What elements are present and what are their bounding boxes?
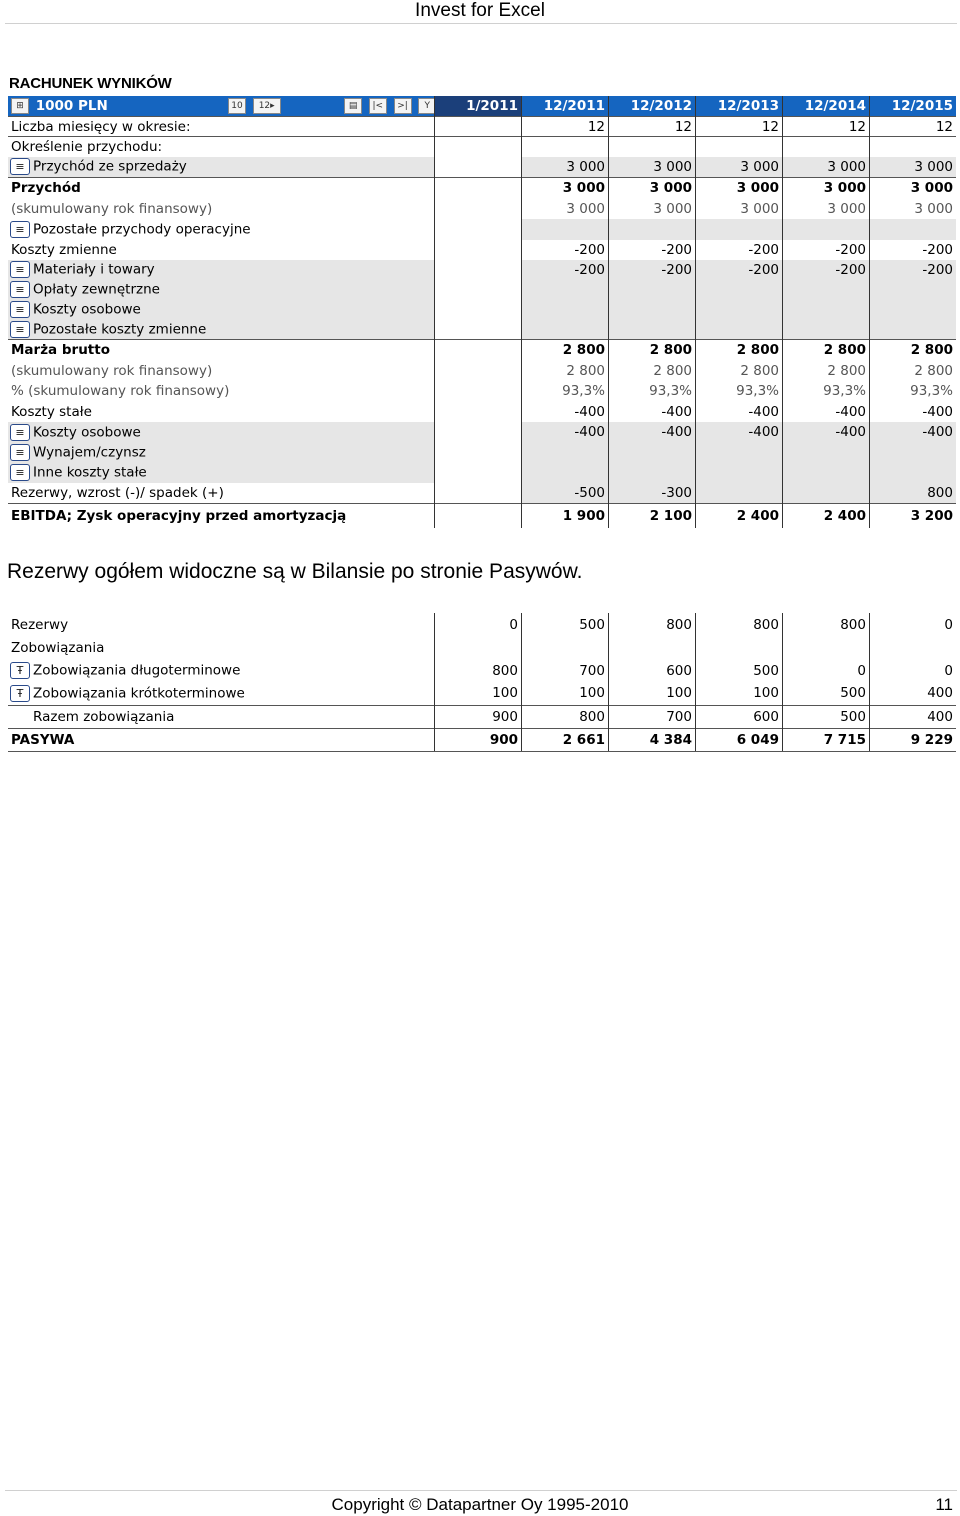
row-label (8, 682, 435, 705)
cell[interactable]: 800 (522, 705, 609, 728)
cell[interactable]: 2 100 (609, 504, 696, 528)
cell[interactable] (435, 422, 522, 443)
cell[interactable]: 3 000 (609, 178, 696, 199)
row-label (8, 157, 435, 178)
row-label (8, 463, 435, 483)
cell[interactable]: -400 (696, 402, 783, 422)
cell[interactable] (870, 320, 957, 340)
cell[interactable] (696, 320, 783, 340)
cell[interactable] (435, 157, 522, 178)
cell[interactable] (609, 636, 696, 659)
cell[interactable] (522, 443, 609, 463)
cell[interactable]: 0 (435, 613, 522, 636)
table-row (8, 117, 956, 137)
cell[interactable]: 4 384 (609, 728, 696, 751)
row-label-text: Pozostałe przychody operacyjne (33, 221, 251, 237)
cell[interactable]: 500 (783, 705, 870, 728)
row-label (8, 659, 435, 682)
cell[interactable]: 3 000 (522, 199, 609, 219)
cell[interactable]: -400 (522, 402, 609, 422)
cell[interactable] (609, 320, 696, 340)
income-header-row (8, 96, 956, 117)
cell[interactable]: -400 (870, 422, 957, 443)
cell[interactable]: -400 (609, 402, 696, 422)
cell[interactable] (435, 199, 522, 219)
row-menu-icon[interactable]: ≡ (10, 221, 30, 238)
cell[interactable]: 400 (870, 705, 957, 728)
income-header-label-cell (8, 96, 435, 117)
row-label-text: Zobowiązania długoterminowe (33, 662, 241, 679)
cell[interactable] (870, 300, 957, 320)
header-toolbar (228, 98, 435, 114)
cell[interactable]: 600 (696, 705, 783, 728)
table-row (8, 300, 956, 320)
cell[interactable] (522, 300, 609, 320)
cell[interactable]: 2 400 (783, 504, 870, 528)
period-header[interactable]: 12/2011 (522, 96, 609, 117)
cell[interactable] (870, 219, 957, 240)
row-menu-icon[interactable]: ≡ (10, 321, 30, 338)
cell[interactable] (696, 300, 783, 320)
row-label: % (skumulowany rok finansowy) (11, 383, 230, 399)
cell[interactable]: 800 (783, 613, 870, 636)
cell[interactable] (435, 240, 522, 260)
footer-divider (5, 1490, 957, 1491)
cell[interactable]: 500 (522, 613, 609, 636)
row-label: Koszty zmienne (11, 241, 117, 258)
cell[interactable]: -300 (609, 483, 696, 504)
table-row (8, 705, 956, 728)
cell[interactable]: 3 000 (696, 157, 783, 178)
row-label: Zobowiązania (11, 639, 105, 656)
cell[interactable]: 400 (870, 682, 957, 705)
cell[interactable]: 800 (609, 613, 696, 636)
period-icon[interactable]: 12▸ (253, 98, 281, 114)
row-label-text: Inne koszty stałe (33, 464, 147, 481)
cell[interactable] (783, 463, 870, 483)
cell[interactable]: 2 661 (522, 728, 609, 751)
caption-text: Rezerwy ogółem widoczne są w Bilansie po stronie Pasywów. (7, 560, 583, 583)
cell[interactable] (435, 504, 522, 528)
copyright-text: Copyright © Datapartner Oy 1995-2010 (331, 1495, 629, 1514)
cell[interactable] (435, 117, 522, 137)
cell[interactable] (870, 280, 957, 300)
table-row (8, 178, 956, 199)
row-label: PASYWA (8, 728, 435, 751)
cell[interactable] (609, 219, 696, 240)
cell[interactable] (435, 361, 522, 381)
row-label: Przychód (8, 178, 435, 199)
cell[interactable]: -400 (783, 402, 870, 422)
row-menu-icon[interactable]: ≡ (10, 261, 30, 278)
table-row (8, 504, 956, 528)
row-label (8, 443, 435, 463)
cell[interactable] (435, 463, 522, 483)
cell[interactable]: -200 (522, 240, 609, 260)
cell[interactable] (783, 300, 870, 320)
table-row (8, 659, 956, 682)
table-row (8, 361, 956, 381)
cell[interactable] (522, 463, 609, 483)
cell[interactable]: 3 000 (522, 157, 609, 178)
row-label (8, 320, 435, 340)
table-row (8, 636, 956, 659)
cell[interactable] (435, 320, 522, 340)
cell[interactable] (435, 137, 522, 157)
cell[interactable] (435, 260, 522, 280)
table-row (8, 280, 956, 300)
cell[interactable] (522, 137, 609, 157)
income-statement-title: RACHUNEK WYNIKÓW (9, 75, 172, 92)
cell[interactable]: -200 (609, 240, 696, 260)
cell[interactable]: -200 (609, 260, 696, 280)
table-row (8, 137, 956, 157)
cell[interactable] (870, 636, 957, 659)
cell[interactable] (522, 636, 609, 659)
table-row (8, 422, 956, 443)
last-period-icon[interactable]: >| (394, 98, 412, 114)
cell[interactable]: 3 000 (783, 199, 870, 219)
cell[interactable] (870, 137, 957, 157)
cell[interactable]: 3 000 (609, 199, 696, 219)
cell[interactable]: 2 800 (696, 340, 783, 361)
cell[interactable]: -400 (870, 402, 957, 422)
cell[interactable]: 100 (696, 682, 783, 705)
cell[interactable]: -200 (783, 260, 870, 280)
page-footer (0, 1494, 960, 1516)
row-label: Rezerwy (11, 616, 69, 633)
cell[interactable] (609, 443, 696, 463)
cell[interactable]: 3 000 (870, 178, 957, 199)
cell[interactable] (522, 320, 609, 340)
row-label-text: Materiały i towary (33, 261, 155, 278)
page-header: Invest for Excel (415, 0, 545, 21)
row-label: Koszty stałe (11, 403, 92, 420)
row-label: Razem zobowiązania (8, 705, 435, 728)
table-row (8, 682, 956, 705)
row-label-text: Koszty osobowe (33, 301, 141, 318)
cell[interactable] (783, 443, 870, 463)
period-header[interactable]: 12/2013 (696, 96, 783, 117)
row-label: (skumulowany rok finansowy) (11, 362, 213, 379)
cell[interactable] (435, 340, 522, 361)
cell[interactable]: 2 800 (522, 340, 609, 361)
cell[interactable] (609, 280, 696, 300)
cell[interactable]: 800 (870, 483, 957, 504)
row-menu-icon[interactable]: Ŧ (10, 685, 30, 702)
cell[interactable]: 12 (870, 117, 957, 137)
cell[interactable] (696, 636, 783, 659)
cell[interactable]: 3 000 (609, 157, 696, 178)
cell[interactable]: 0 (870, 659, 957, 682)
cell[interactable]: -400 (522, 422, 609, 443)
period-header[interactable]: 12/2014 (783, 96, 870, 117)
cell[interactable]: 3 000 (783, 178, 870, 199)
table-row (8, 219, 956, 240)
cell[interactable]: 93,3% (783, 381, 870, 402)
cell[interactable]: 900 (435, 705, 522, 728)
period-header[interactable]: 1/2011 (435, 96, 522, 117)
balance-sheet-grid (8, 613, 953, 752)
row-label (8, 280, 435, 300)
cell[interactable]: 2 400 (696, 504, 783, 528)
filter-icon[interactable]: Y (418, 98, 434, 114)
table-row (8, 320, 956, 340)
cell[interactable] (522, 219, 609, 240)
header-divider (5, 23, 957, 24)
cell[interactable]: 100 (609, 682, 696, 705)
row-label: (skumulowany rok finansowy) (11, 200, 213, 217)
row-label: Marża brutto (8, 340, 435, 361)
unit-label: 1000 PLN (35, 98, 108, 114)
cell[interactable]: 3 000 (783, 157, 870, 178)
cell[interactable] (696, 463, 783, 483)
cell[interactable] (870, 443, 957, 463)
cell[interactable] (783, 483, 870, 504)
row-label: EBITDA; Zysk operacyjny przed amortyzacją (8, 504, 435, 528)
cell[interactable]: 7 715 (783, 728, 870, 751)
table-row (8, 260, 956, 280)
table-row (8, 728, 956, 751)
cell[interactable] (435, 300, 522, 320)
table-row (8, 483, 956, 504)
row-label (8, 422, 435, 443)
cell[interactable]: 93,3% (696, 381, 783, 402)
cell[interactable]: 2 800 (696, 361, 783, 381)
cell[interactable]: 9 229 (870, 728, 957, 751)
cell[interactable]: -500 (522, 483, 609, 504)
cell[interactable]: 3 000 (870, 157, 957, 178)
row-menu-icon[interactable]: ≡ (10, 464, 30, 481)
table-menu-icon[interactable]: ⊞ (11, 98, 29, 114)
cell[interactable]: 0 (870, 613, 957, 636)
cell[interactable]: 12 (696, 117, 783, 137)
table-row (8, 240, 956, 260)
row-menu-icon[interactable]: ≡ (10, 444, 30, 461)
sheet-icon[interactable]: ▤ (344, 98, 362, 114)
table-row (8, 613, 956, 636)
cell[interactable]: 3 000 (696, 199, 783, 219)
table-row (8, 381, 956, 402)
cell[interactable] (783, 137, 870, 157)
first-period-icon[interactable]: |< (369, 98, 387, 114)
row-menu-icon[interactable]: Ŧ (10, 662, 30, 679)
cell[interactable]: -200 (696, 260, 783, 280)
cell[interactable]: 93,3% (609, 381, 696, 402)
row-menu-icon[interactable]: ≡ (10, 301, 30, 318)
cell[interactable] (609, 137, 696, 157)
cell[interactable] (435, 402, 522, 422)
table-row (8, 340, 956, 361)
cell[interactable]: 500 (783, 682, 870, 705)
cell[interactable]: -200 (870, 260, 957, 280)
row-label: Liczba miesięcy w okresie: (8, 117, 435, 137)
cell[interactable] (435, 443, 522, 463)
cell[interactable]: -400 (609, 422, 696, 443)
row-label-text: Przychód ze sprzedaży (33, 158, 187, 175)
row-label (8, 300, 435, 320)
row-label-text: Koszty osobowe (33, 424, 141, 440)
cell[interactable]: -400 (696, 422, 783, 443)
cell[interactable]: 2 800 (783, 361, 870, 381)
cell[interactable] (870, 463, 957, 483)
row-label (8, 219, 435, 240)
cell[interactable]: 2 800 (609, 340, 696, 361)
cell[interactable] (522, 280, 609, 300)
cell[interactable] (609, 463, 696, 483)
cell[interactable]: -400 (783, 422, 870, 443)
table-row (8, 443, 956, 463)
cell[interactable]: 12 (609, 117, 696, 137)
cell[interactable]: 2 800 (522, 361, 609, 381)
cell[interactable] (783, 636, 870, 659)
cell[interactable] (435, 178, 522, 199)
cell[interactable]: 700 (522, 659, 609, 682)
cell[interactable] (696, 443, 783, 463)
cell[interactable]: 800 (435, 659, 522, 682)
cell[interactable]: -200 (870, 240, 957, 260)
cell[interactable] (435, 483, 522, 504)
row-label-text: Pozostałe koszty zmienne (33, 321, 207, 338)
cell[interactable]: 3 000 (522, 178, 609, 199)
cell[interactable]: 12 (522, 117, 609, 137)
table-row (8, 463, 956, 483)
cell[interactable] (696, 219, 783, 240)
cell[interactable]: 2 800 (870, 340, 957, 361)
cell[interactable]: 0 (783, 659, 870, 682)
cell[interactable] (435, 636, 522, 659)
cell[interactable]: -200 (783, 240, 870, 260)
cell[interactable] (783, 320, 870, 340)
cell[interactable]: 500 (696, 659, 783, 682)
cell[interactable] (696, 280, 783, 300)
cell[interactable] (435, 219, 522, 240)
cell[interactable]: 600 (609, 659, 696, 682)
cell[interactable] (609, 300, 696, 320)
cell[interactable]: 2 800 (609, 361, 696, 381)
row-menu-icon[interactable]: ≡ (10, 424, 30, 441)
cell[interactable] (783, 280, 870, 300)
cell[interactable]: 700 (609, 705, 696, 728)
cell[interactable]: 3 200 (870, 504, 957, 528)
cell[interactable]: 12 (783, 117, 870, 137)
page-number: 11 (935, 1495, 953, 1514)
cell[interactable]: 1 900 (522, 504, 609, 528)
cell[interactable]: -200 (522, 260, 609, 280)
row-label-text: Opłaty zewnętrzne (33, 281, 160, 298)
row-label-text: Zobowiązania krótkoterminowe (33, 685, 245, 702)
cell[interactable] (696, 483, 783, 504)
cell[interactable]: 2 800 (870, 361, 957, 381)
table-row (8, 402, 956, 422)
period-header[interactable]: 12/2012 (609, 96, 696, 117)
cell[interactable]: 3 000 (870, 199, 957, 219)
period-header[interactable]: 12/2015 (870, 96, 957, 117)
cell[interactable]: 3 000 (696, 178, 783, 199)
table-row (8, 199, 956, 219)
cell[interactable]: 93,3% (870, 381, 957, 402)
cell[interactable] (435, 280, 522, 300)
row-label: Rezerwy, wzrost (-)/ spadek (+) (11, 484, 224, 501)
row-menu-icon[interactable]: ≡ (10, 158, 30, 175)
cell[interactable] (783, 219, 870, 240)
cell[interactable]: 93,3% (522, 381, 609, 402)
scale-icon[interactable]: 10 (228, 98, 246, 114)
cell[interactable]: 900 (435, 728, 522, 751)
cell[interactable]: 800 (696, 613, 783, 636)
row-menu-icon[interactable]: ≡ (10, 281, 30, 298)
row-label: Określenie przychodu: (8, 137, 435, 157)
row-label (8, 260, 435, 280)
cell[interactable]: -200 (696, 240, 783, 260)
row-label-text: Wynajem/czynsz (33, 444, 146, 461)
cell[interactable]: 2 800 (783, 340, 870, 361)
cell[interactable] (696, 137, 783, 157)
cell[interactable]: 100 (435, 682, 522, 705)
cell[interactable]: 100 (522, 682, 609, 705)
income-statement-grid (8, 96, 953, 528)
table-row (8, 157, 956, 178)
cell[interactable]: 6 049 (696, 728, 783, 751)
cell[interactable] (435, 381, 522, 402)
